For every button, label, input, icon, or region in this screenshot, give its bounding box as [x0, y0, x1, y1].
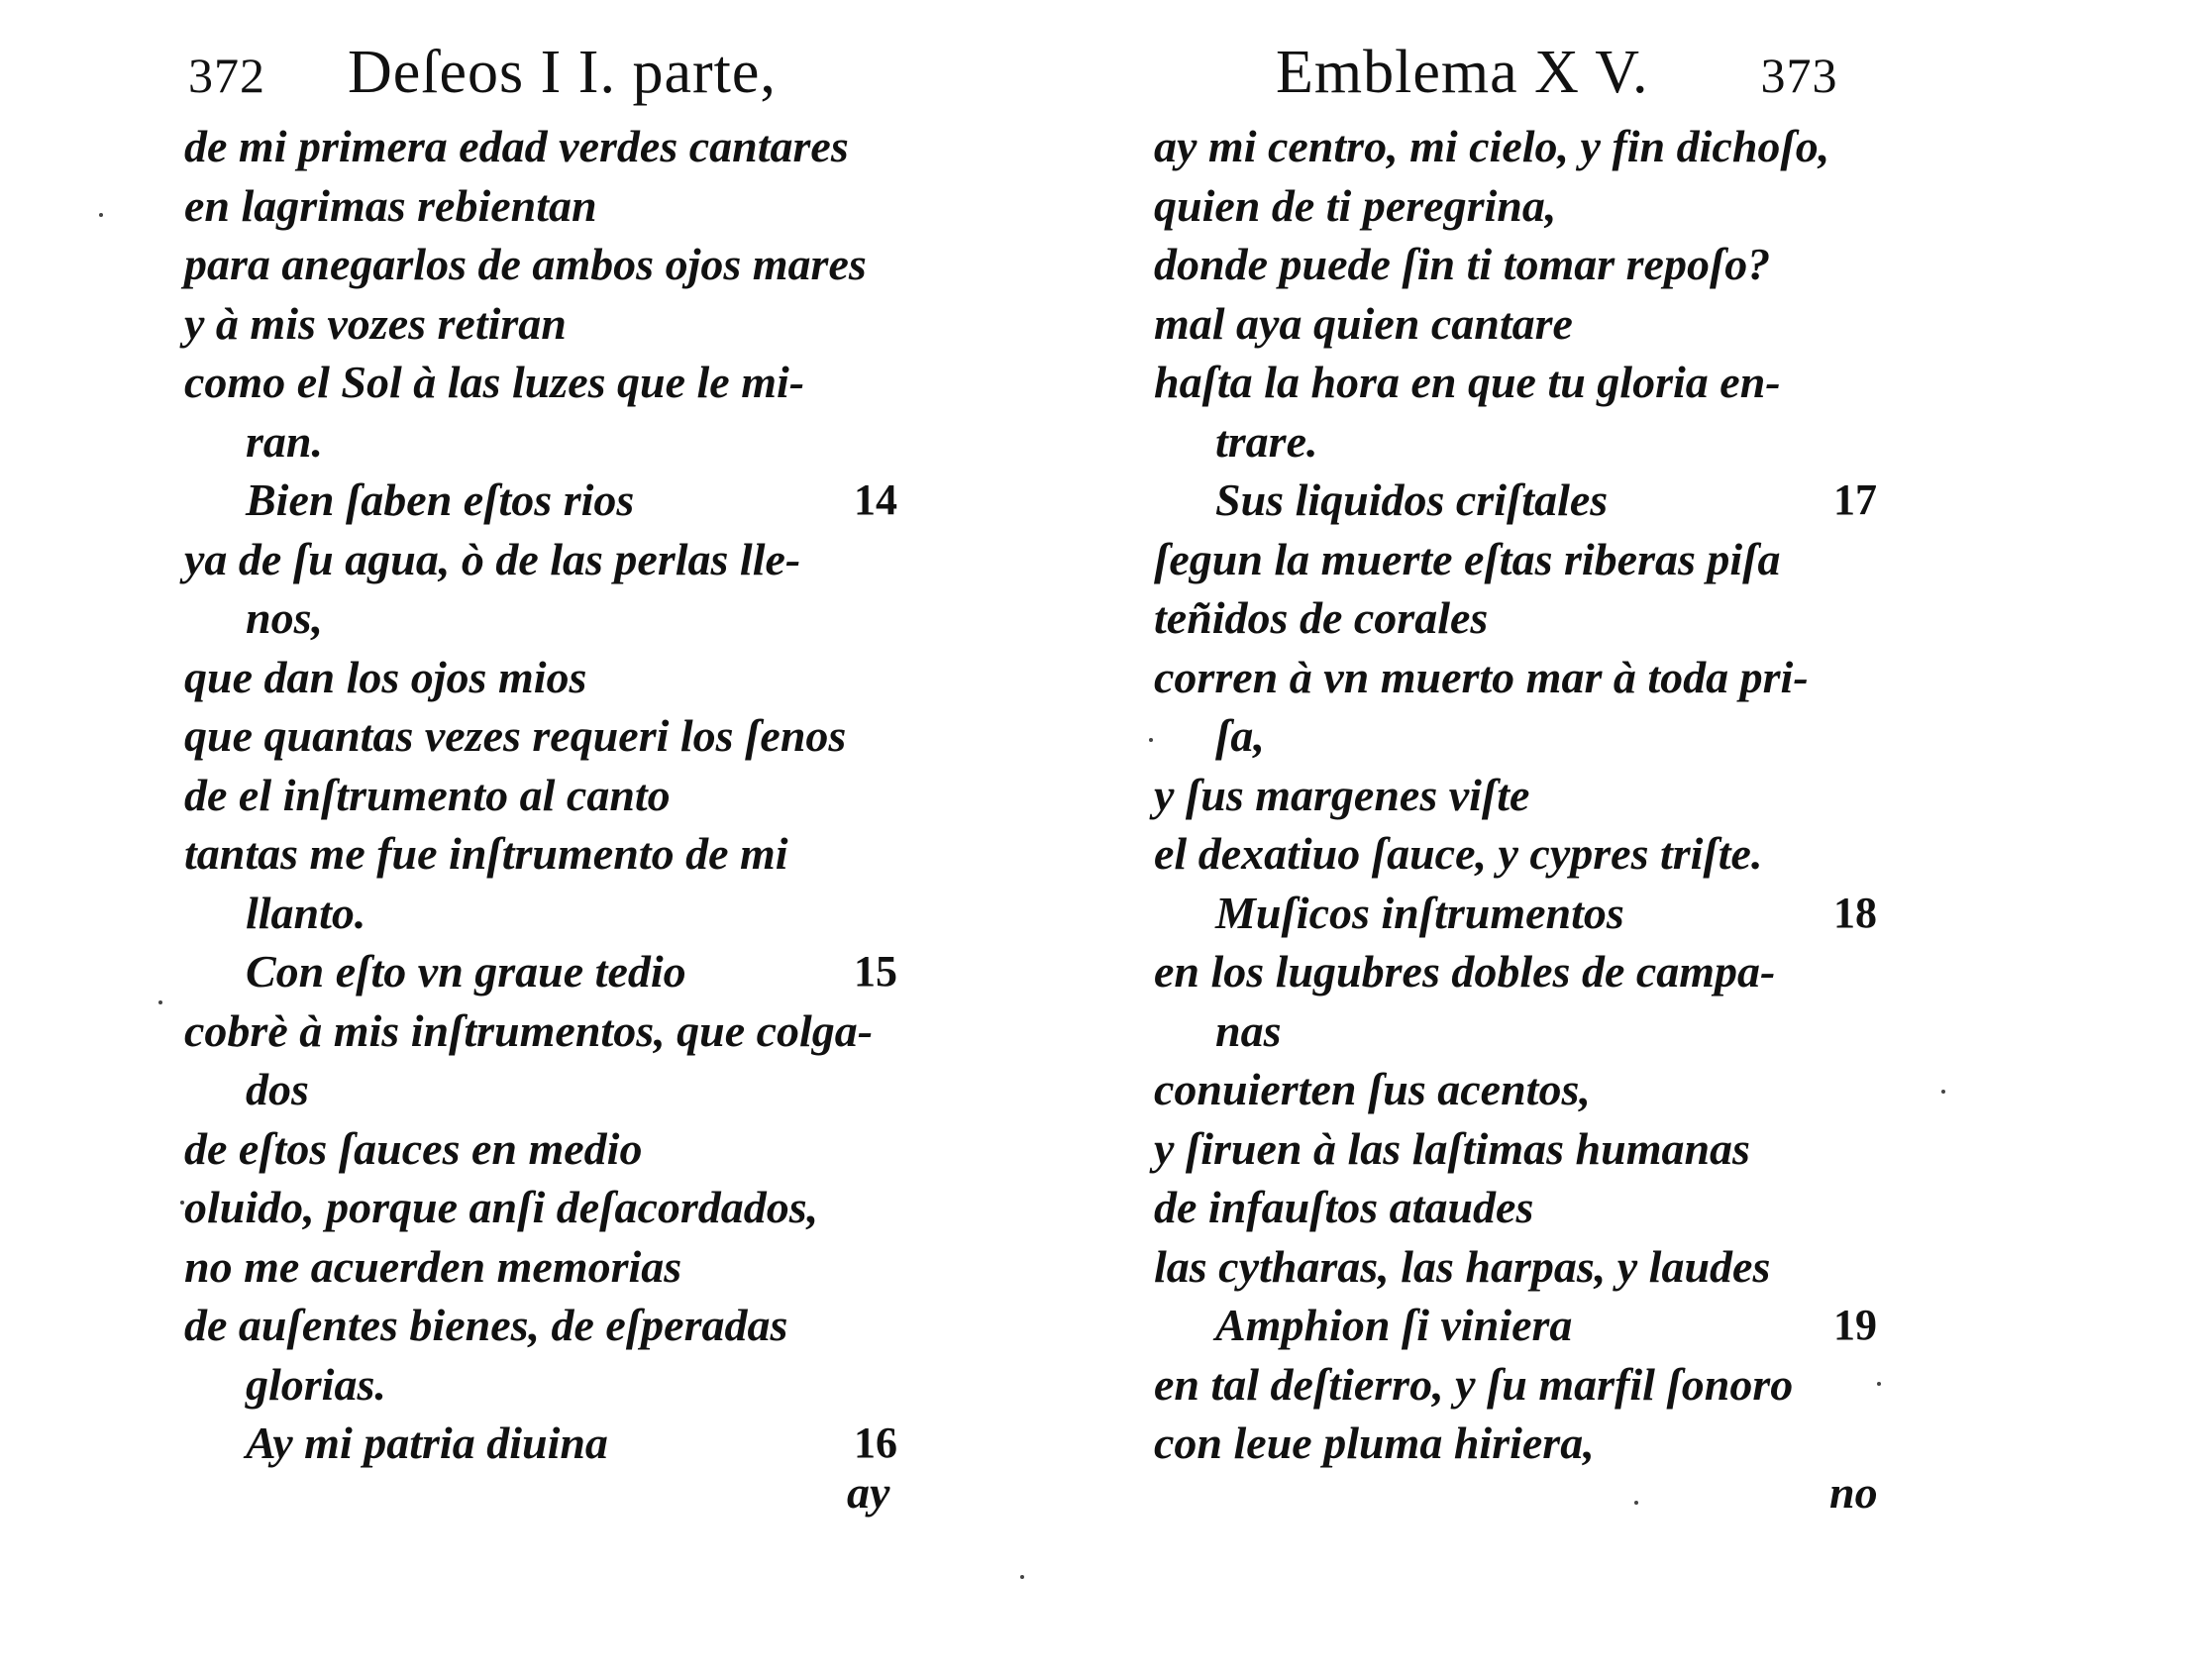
verse-line-text: de auſentes bienes, de eſperadas [184, 1300, 788, 1350]
verse-line [184, 1414, 897, 1473]
left-running-title: Deſeos I I. parte, [348, 39, 777, 106]
verse-line-text: Ay mi patria diuina [246, 1418, 608, 1468]
right-page-header [1276, 38, 1838, 108]
verse-line [1154, 824, 1877, 884]
verse-line-text: ſegun la muerte eſtas riberas piſa [1154, 533, 1781, 584]
verse-line [1154, 1296, 1877, 1355]
verse-line [1154, 942, 1877, 1001]
verse-line-text: cobrè à mis inſtrumentos, que colga- [184, 1004, 874, 1056]
verse-line [184, 353, 897, 412]
verse-line [184, 766, 897, 825]
verse-line [184, 117, 897, 176]
left-verse-block [184, 117, 897, 1473]
verse-line [1154, 1355, 1877, 1415]
verse-line-text: oluido, porque anſi deſacordados, [184, 1182, 819, 1232]
verse-line [1154, 1178, 1877, 1237]
right-page [1094, 0, 2188, 1680]
left-catchword: ay [847, 1467, 890, 1518]
scan-speck [1634, 1501, 1638, 1505]
verse-line [1154, 471, 1877, 530]
verse-line [1154, 706, 1877, 766]
verse-line-text: que dan los ojos mios [184, 651, 587, 702]
left-page-number: 372 [188, 48, 265, 103]
verse-line [1154, 766, 1877, 825]
verse-line-text: que quantas vezes requeri los ſenos [184, 710, 847, 761]
verse-line [1154, 294, 1877, 354]
verse-line-text: haſta la hora en que tu gloria en- [1154, 357, 1781, 407]
verse-line [1154, 884, 1877, 943]
stanza-number: 17 [1833, 475, 1877, 524]
verse-line-text: de eſtos ſauces en medio [184, 1122, 643, 1174]
verse-line-text: Amphion ſi viniera [1215, 1300, 1573, 1350]
scan-speck [158, 1000, 162, 1004]
verse-line-text: llanto. [246, 887, 366, 938]
verse-line [184, 412, 897, 472]
verse-line-text: y ſiruen à las laſtimas humanas [1154, 1122, 1750, 1174]
verse-line-text: ay mi centro, mi cielo, y fin dichoſo, [1154, 121, 1830, 171]
verse-line-text: trare. [1215, 415, 1318, 467]
verse-line [184, 942, 897, 1001]
verse-line [184, 294, 897, 354]
verse-line [1154, 353, 1877, 412]
verse-line [184, 648, 897, 707]
verse-line-text: quien de ti peregrina, [1154, 179, 1557, 231]
verse-line-text: Muſicos inſtrumentos [1215, 887, 1624, 938]
verse-line [184, 1060, 897, 1119]
scan-speck [1149, 738, 1153, 742]
verse-line-text: en los lugubres dobles de campa- [1154, 946, 1776, 997]
verse-line-text: con leue pluma hiriera, [1154, 1418, 1595, 1468]
right-running-title: Emblema X V. [1276, 39, 1649, 106]
verse-line [184, 706, 897, 766]
left-page-header [188, 38, 777, 108]
verse-line-text: de el inſtrumento al canto [184, 769, 671, 820]
verse-line [184, 884, 897, 943]
verse-line [184, 1355, 897, 1415]
verse-line-text: de mi primera edad verdes cantares [184, 121, 849, 171]
verse-line-text: glorias. [246, 1358, 386, 1410]
verse-line-text: nas [1215, 1004, 1282, 1056]
right-verse-block [1154, 117, 1877, 1473]
scan-speck [1020, 1575, 1024, 1579]
verse-line-text: nos, [246, 592, 323, 643]
verse-line [184, 1296, 897, 1355]
verse-line-text: ya de ſu agua, ò de las perlas lle- [184, 533, 801, 584]
stanza-number: 16 [854, 1418, 897, 1467]
verse-line-text: en tal deſtierro, y ſu marfil ſonoro [1154, 1358, 1794, 1410]
verse-line [1154, 1060, 1877, 1119]
verse-line-text: ran. [246, 415, 323, 467]
verse-line-text: Sus liquidos criſtales [1215, 474, 1609, 525]
verse-line [184, 824, 897, 884]
verse-line-text: Bien ſaben eſtos rios [246, 474, 635, 525]
verse-line-text: y à mis vozes retiran [184, 297, 567, 349]
verse-line-text: no me acuerden memorias [184, 1240, 682, 1292]
verse-line-text: Con eſto vn graue tedio [246, 946, 686, 997]
verse-line [1154, 530, 1877, 589]
verse-line-text: ſa, [1215, 710, 1265, 761]
verse-line-text: mal aya quien cantare [1154, 297, 1573, 349]
stanza-number: 15 [854, 947, 897, 996]
verse-line [184, 235, 897, 294]
verse-line [184, 176, 897, 236]
stanza-number: 19 [1833, 1301, 1877, 1349]
verse-line [1154, 412, 1877, 472]
stanza-number: 18 [1833, 888, 1877, 937]
verse-line [184, 1001, 897, 1061]
verse-line-text: las cytharas, las harpas, y laudes [1154, 1240, 1771, 1292]
verse-line [184, 1237, 897, 1297]
verse-line [1154, 1414, 1877, 1473]
right-catchword: no [1829, 1467, 1878, 1518]
verse-line-text: dos [246, 1064, 309, 1114]
verse-line-text: de infauſtos ataudes [1154, 1182, 1534, 1232]
verse-line-text: donde puede ſin ti tomar repoſo? [1154, 239, 1771, 289]
verse-line [1154, 588, 1877, 648]
verse-line [184, 471, 897, 530]
verse-line [184, 588, 897, 648]
verse-line-text: conuierten ſus acentos, [1154, 1064, 1591, 1114]
stanza-number: 14 [854, 475, 897, 524]
verse-line-text: como el Sol à las luzes que le mi- [184, 357, 805, 407]
verse-line [1154, 648, 1877, 707]
verse-line [184, 530, 897, 589]
scan-speck [1877, 1382, 1881, 1386]
scan-speck [99, 213, 103, 217]
right-page-number: 373 [1760, 48, 1838, 103]
verse-line [184, 1178, 897, 1237]
verse-line-text: teñidos de corales [1154, 592, 1489, 643]
verse-line [1154, 117, 1877, 176]
verse-line-text: en lagrimas rebientan [184, 179, 597, 231]
verse-line [184, 1119, 897, 1179]
verse-line [1154, 1237, 1877, 1297]
verse-line-text: y ſus margenes viſte [1154, 769, 1530, 820]
verse-line [1154, 1001, 1877, 1061]
verse-line [1154, 176, 1877, 236]
verse-line-text: el dexatiuo ſauce, y cypres triſte. [1154, 828, 1763, 879]
scan-speck [1941, 1090, 1945, 1094]
verse-line-text: tantas me fue inſtrumento de mi [184, 828, 788, 879]
verse-line [1154, 1119, 1877, 1179]
verse-line [1154, 235, 1877, 294]
verse-line-text: corren à vn muerto mar à toda pri- [1154, 651, 1809, 702]
scan-speck [180, 1201, 184, 1205]
verse-line-text: para anegarlos de ambos ojos mares [184, 239, 867, 289]
